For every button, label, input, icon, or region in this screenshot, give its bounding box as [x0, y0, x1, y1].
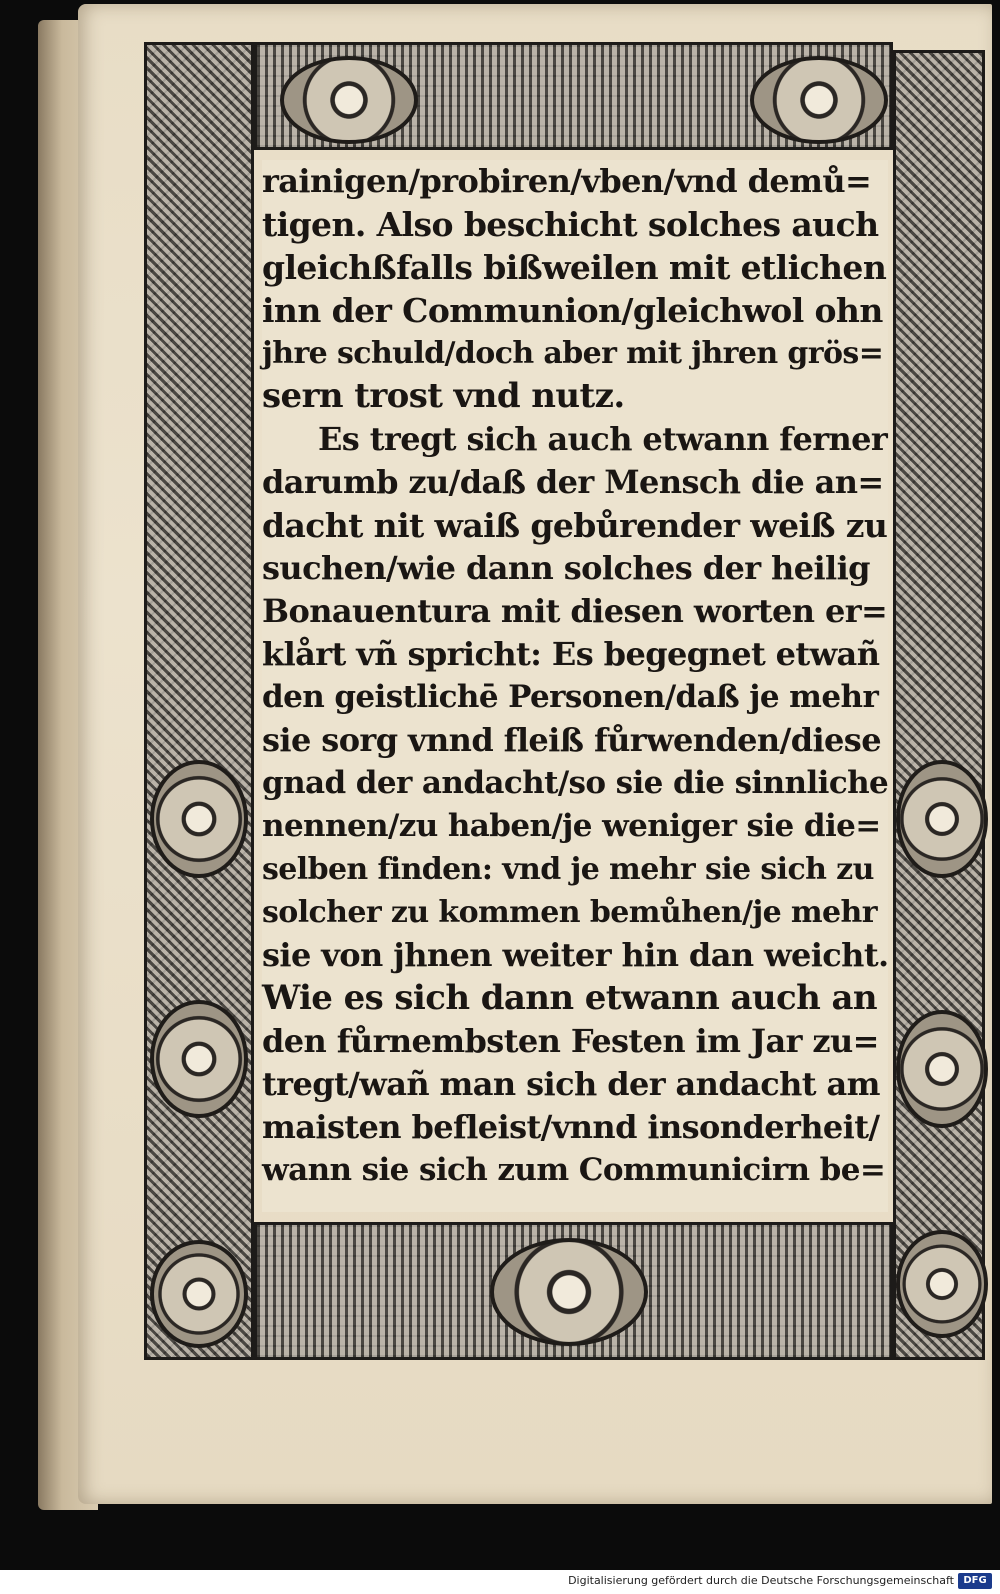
- text-line: klårt vñ spricht: Es begegnet etwañ: [262, 635, 880, 673]
- text-line: selben finden: vnd je mehr sie sich zu: [262, 852, 874, 887]
- text-block: [262, 160, 888, 1212]
- text-line: Es tregt sich auch etwann ferner: [318, 420, 888, 458]
- text-line: sern trost vnd nutz.: [262, 376, 625, 416]
- text-line: gleichßfalls bißweilen mit etlichen: [262, 248, 887, 287]
- woodcut-border-right: [893, 50, 985, 1360]
- dfg-logo: DFG: [958, 1573, 992, 1589]
- text-line: tregt/wañ man sich der andacht am: [262, 1065, 880, 1103]
- text-line: rainigen/probiren/vben/vnd demů=: [262, 162, 872, 200]
- text-line: solcher zu kommen bemůhen/je mehr: [262, 895, 877, 930]
- rosette-ornament: [896, 1230, 988, 1338]
- text-line: wann sie sich zum Communicirn be=: [262, 1152, 886, 1188]
- text-line: suchen/wie dann solches der heilig: [262, 549, 870, 587]
- rosette-ornament: [150, 1240, 248, 1348]
- text-line: gnad der andacht/so sie die sinnliche: [262, 765, 889, 801]
- rosette-ornament: [490, 1238, 648, 1346]
- rosette-ornament: [750, 56, 888, 144]
- text-line: nennen/zu haben/je weniger sie die=: [262, 808, 881, 844]
- text-line: sie sorg vnnd fleiß fůrwenden/diese: [262, 721, 881, 759]
- rosette-ornament: [280, 56, 418, 144]
- text-line: Bonauentura mit diesen worten er=: [262, 592, 888, 630]
- footer-bar: [0, 1570, 1000, 1594]
- text-line: den fůrnembsten Festen im Jar zu=: [262, 1022, 879, 1060]
- text-line: Wie es sich dann etwann auch an: [262, 978, 878, 1018]
- text-line: maisten befleist/vnnd insonderheit/: [262, 1108, 880, 1146]
- text-line: inn der Communion/gleichwol ohn: [262, 291, 883, 330]
- text-line: jhre schuld/doch aber mit jhren grös=: [262, 336, 884, 371]
- rosette-ornament: [150, 1000, 248, 1118]
- rosette-ornament: [896, 1010, 988, 1128]
- rosette-ornament: [150, 760, 248, 878]
- text-line: tigen. Also beschicht solches auch: [262, 205, 879, 244]
- text-line: den geistlichē Personen/daß je mehr: [262, 679, 879, 715]
- funding-credit: Digitalisierung gefördert durch die Deutsche Forschungsgemeinschaft: [568, 1574, 954, 1587]
- rosette-ornament: [896, 760, 988, 878]
- text-line: dacht nit waiß gebůrender weiß zu: [262, 506, 888, 545]
- woodcut-border-left: [144, 42, 254, 1360]
- text-line: sie von jhnen weiter hin dan weicht.: [262, 936, 889, 974]
- text-line: darumb zu/daß der Mensch die an=: [262, 463, 884, 501]
